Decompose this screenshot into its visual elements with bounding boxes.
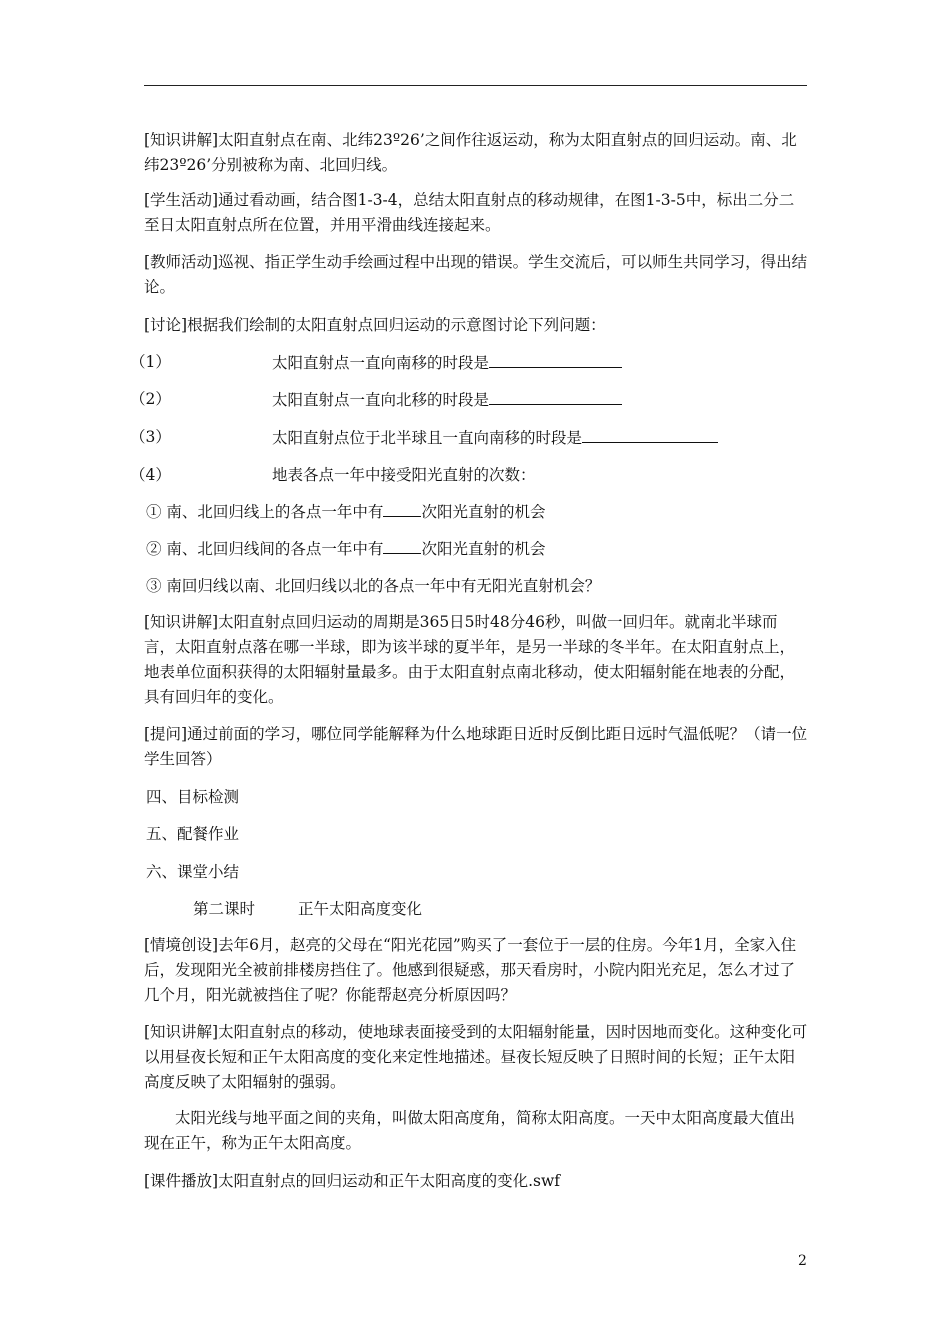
answer-blank: [383, 537, 421, 554]
sub-question-3: ③ 南回归线以南、北回归线以北的各点一年中有无阳光直射机会？: [146, 577, 601, 595]
question-number: （1）: [130, 353, 171, 371]
question-number: （3）: [130, 428, 171, 446]
paragraph-knowledge-1: [知识讲解]太阳直射点在南、北纬23º26’之间作往返运动，称为太阳直射点的回归运动。南、北纬23º26’分别被称为南、北回归线。: [144, 131, 797, 174]
question-text: 地表各点一年中接受阳光直射的次数：: [272, 466, 536, 484]
question-label: 太阳直射点一直向北移的时段是: [272, 391, 490, 409]
question-text: [272, 351, 622, 374]
question-label: 太阳直射点一直向南移的时段是: [272, 354, 490, 372]
answer-blank: [489, 351, 622, 368]
sub-question-text: ① 南、北回归线上的各点一年中有: [146, 503, 384, 521]
question-label: 太阳直射点位于北半球且一直向南移的时段是: [272, 429, 583, 447]
answer-blank: [383, 500, 421, 517]
sub-question-2: [146, 537, 545, 560]
sub-question-text: 次阳光直射的机会: [421, 540, 546, 558]
question-number: （2）: [130, 390, 171, 408]
answer-blank: [582, 426, 718, 443]
section-heading-6: 六、课堂小结: [146, 863, 240, 881]
paragraph-discussion: [讨论]根据我们绘制的太阳直射点回归运动的示意图讨论下列问题：: [144, 316, 606, 334]
question-number: （4）: [130, 466, 171, 484]
section-heading-4: 四、目标检测: [146, 788, 240, 806]
paragraph-knowledge-3: [知识讲解]太阳直射点的移动，使地球表面接受到的太阳辐射能量，因时因地而变化。这种变化可以用昼夜长短和正午太阳高度的变化来定性地描述。昼夜长短反映了日照时间的长短；正午太阳高度反映了太阳辐射的强弱。: [144, 1023, 808, 1091]
header-rule: [144, 85, 807, 86]
paragraph-student-activity: [学生活动]通过看动画，结合图1-3-4，总结太阳直射点的移动规律，在图1-3-5中，标出二分二至日太阳直射点所在位置，并用平滑曲线连接起来。: [144, 191, 795, 234]
sub-question-text: 次阳光直射的机会: [421, 503, 546, 521]
page-number: 2: [798, 1253, 807, 1269]
question-text: [272, 388, 622, 411]
paragraph-knowledge-2: [知识讲解]太阳直射点回归运动的周期是365日5时48分46秒，叫做一回归年。就南北半球而言，太阳直射点落在哪一半球，即为该半球的夏半年，是另一半球的冬半年。在太阳直射点上，地表单位面积获得的太阳辐射量最多。由于太阳直射点南北移动，使太阳辐射能在地表的分配，具有回归年的变化。: [144, 613, 796, 706]
lesson-title: 正午太阳高度变化: [298, 900, 423, 918]
paragraph-courseware: [课件播放]太阳直射点的回归运动和正午太阳高度的变化.swf: [144, 1172, 560, 1190]
question-text: [272, 426, 718, 449]
paragraph-scenario: [情境创设]去年6月，赵亮的父母在“阳光花园”购买了一套位于一层的住房。今年1月，全家入住后，发现阳光全被前排楼房挡住了。他感到很疑惑，那天看房时，小院内阳光充足，怎么才过了几个月，阳光就被挡住了呢？你能帮赵亮分析原因吗？: [144, 936, 797, 1004]
paragraph-teacher-activity: [教师活动]巡视、指正学生动手绘画过程中出现的错误。学生交流后，可以师生共同学习，得出结论。: [144, 253, 808, 296]
answer-blank: [489, 388, 622, 405]
paragraph-question: [提问]通过前面的学习，哪位同学能解释为什么地球距日近时反倒比距日远时气温低呢？（请一位学生回答）: [144, 725, 808, 768]
sub-question-1: [146, 500, 545, 523]
sub-question-text: ② 南、北回归线间的各点一年中有: [146, 540, 384, 558]
section-heading-5: 五、配餐作业: [146, 825, 240, 843]
lesson-label: 第二课时: [193, 900, 256, 918]
paragraph-definition: 太阳光线与地平面之间的夹角，叫做太阳高度角，简称太阳高度。一天中太阳高度最大值出现在正午，称为正午太阳高度。: [144, 1109, 796, 1152]
